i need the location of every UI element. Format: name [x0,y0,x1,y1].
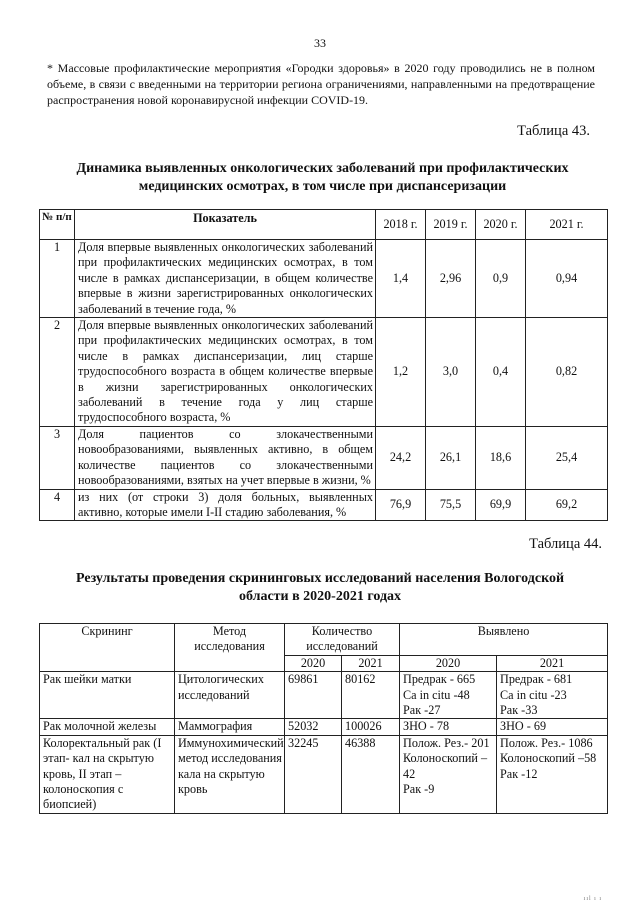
value-2019: 2,96 [426,240,476,318]
detected-2021 [497,719,608,735]
table-44-header-row [40,624,608,656]
detected-line: Ca in citu -23 [500,687,567,702]
table-row [40,719,608,735]
column-header-2019: 2019 г. [426,210,476,240]
value-2021: 0,82 [526,318,608,427]
value-2021: 25,4 [526,426,608,489]
row-number: 1 [40,240,75,318]
footnote: * Массовые профилактические мероприятия «Городки здоровья» в 2020 году проводились не в полном объеме, в связи с введенными на территории региона ограничениями, направленными на предотвращение распространения новой коронавирусной инфекции COVID-19. [47,61,595,107]
screening-method: Цитологических исследований [175,672,285,719]
screening-method: Иммунохимический метод исследования кала на скрытую кровь [175,735,285,813]
value-2020: 0,9 [476,240,526,318]
row-number: 2 [40,318,75,427]
value-2019: 26,1 [426,426,476,489]
column-header-count-2021: 2021 [342,655,400,671]
column-header-2020: 2020 г. [476,210,526,240]
table-row [40,489,608,521]
column-header-detected-2020: 2020 [400,655,497,671]
row-indicator: Доля пациентов со злокачественными новообразованиями, выявленных активно, в общем количестве пациентов со злокачественными новообразованиями, взятых на учет впервые в жизни, % [75,426,376,489]
column-header-detected: Выявлено [400,624,608,656]
column-header-screening: Скрининг [40,624,175,672]
screening-name: Рак шейки матки [40,672,175,719]
footer-scan-marks: ııl ı ı [583,896,602,902]
detected-line: Колоноскопий –58 [500,751,597,766]
value-2021: 0,94 [526,240,608,318]
column-header-detected-2021: 2021 [497,655,608,671]
table-43 [39,209,608,521]
detected-line: Рак -12 [500,766,538,781]
detected-2020 [400,672,497,719]
detected-2021 [497,672,608,719]
value-2018: 76,9 [376,489,426,521]
table-row [40,426,608,489]
detected-line: Предрак - 665 [403,672,476,687]
table-row [40,672,608,719]
screening-method: Маммография [175,719,285,735]
row-indicator: из них (от строки 3) доля больных, выявленных активно, которые имели I-II стадию заболевания, % [75,489,376,521]
table-row [40,318,608,427]
value-2020: 69,9 [476,489,526,521]
table-row [40,735,608,813]
detected-line: Полож. Рез.- 201 [403,735,490,750]
value-2018: 24,2 [376,426,426,489]
detected-2020 [400,735,497,813]
detected-line: ЗНО - 69 [500,719,547,734]
column-header-2021: 2021 г. [526,210,608,240]
detected-line: Колоноскопий –42 [403,751,488,781]
detected-line: Полож. Рез.- 1086 [500,735,593,750]
count-2021: 80162 [342,672,400,719]
count-2021: 46388 [342,735,400,813]
column-header-num: № п/п [40,210,75,240]
row-indicator: Доля впервые выявленных онкологических заболеваний при профилактических медицинских осмотрах, в том числе в рамках диспансеризации, в общем количестве впервые в жизни зарегистрированных онкологических заболеваний в течение года, % [75,240,376,318]
count-2020: 32245 [285,735,342,813]
value-2019: 3,0 [426,318,476,427]
screening-name: Рак молочной железы [40,719,175,735]
detected-line: Рак -27 [403,703,441,718]
value-2021: 69,2 [526,489,608,521]
table-44-label: Таблица 44. [529,536,602,552]
detected-line: Ca in citu -48 [403,687,470,702]
count-2020: 52032 [285,719,342,735]
row-number: 4 [40,489,75,521]
column-header-indicator: Показатель [75,210,376,240]
value-2019: 75,5 [426,489,476,521]
table-row [40,240,608,318]
detected-line: Рак -9 [403,782,435,797]
detected-line: Предрак - 681 [500,672,573,687]
value-2018: 1,4 [376,240,426,318]
column-header-count-2020: 2020 [285,655,342,671]
row-indicator: Доля впервые выявленных онкологических заболеваний при профилактических медицинских осмотрах, в том числе в рамках диспансеризации, лиц старше трудоспособного возраста в общем количестве впервые в жизни зарегистрированных онкологических заболеваний в течение года у лиц старше трудоспособного возраста, % [75,318,376,427]
detected-2021 [497,735,608,813]
column-header-method: Метод исследования [175,624,285,672]
table-43-title: Динамика выявленных онкологических заболеваний при профилактических медицинских осмотрах, в том числе при диспансеризации [76,161,569,194]
detected-2020 [400,719,497,735]
row-number: 3 [40,426,75,489]
table-43-label: Таблица 43. [517,123,590,139]
count-2021: 100026 [342,719,400,735]
screening-name: Колоректальный рак (I этап- кал на скрытую кровь, II этап – колоноскопия с биопсией) [40,735,175,813]
value-2020: 0,4 [476,318,526,427]
value-2020: 18,6 [476,426,526,489]
count-2020: 69861 [285,672,342,719]
column-header-2018: 2018 г. [376,210,426,240]
table-44-title: Результаты проведения скрининговых исследований населения Вологодской области в 2020-2021 годах [75,571,565,604]
detected-line: ЗНО - 78 [403,719,450,734]
table-43-header-row [40,210,608,240]
column-header-count: Количество исследований [285,624,400,656]
table-44 [39,623,608,814]
page-number: 33 [314,36,326,50]
detected-line: Рак -33 [500,703,538,718]
value-2018: 1,2 [376,318,426,427]
